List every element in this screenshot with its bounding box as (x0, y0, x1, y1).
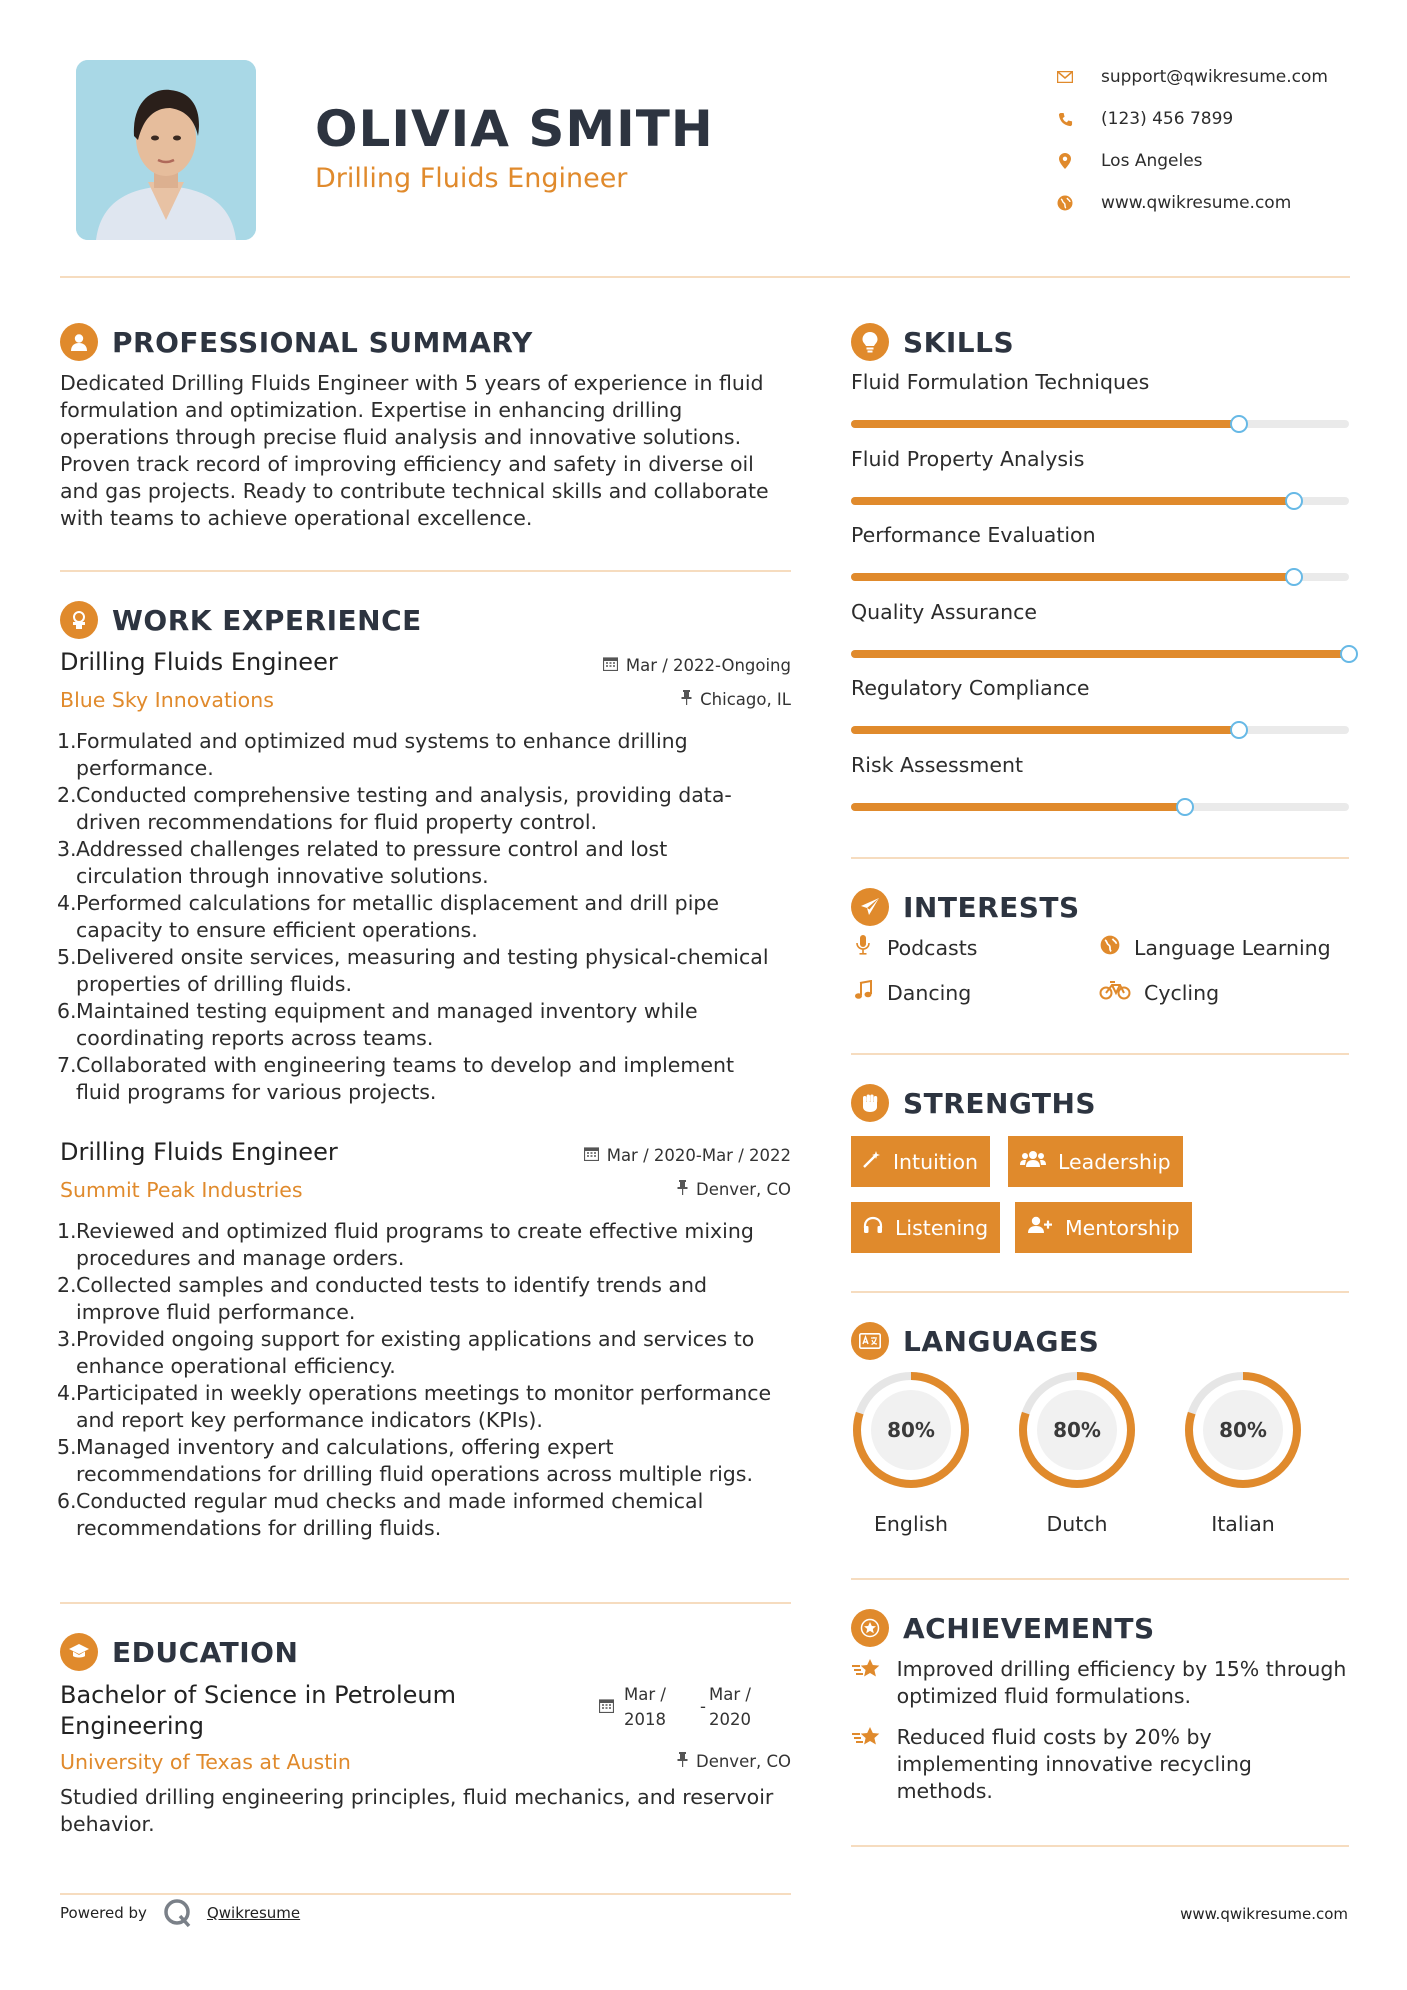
duty-line: Participated in weekly operations meetings to monitor performance (76, 1381, 772, 1405)
skill-level-handle (1340, 645, 1358, 663)
skill-label: Performance Evaluation (851, 523, 1096, 547)
job-1-location-text: Chicago, IL (700, 690, 791, 709)
contact-email[interactable] (1055, 56, 1355, 98)
list-number: 6. (57, 1489, 77, 1513)
language-percent: 80% (1219, 1418, 1267, 1442)
skill-item (851, 370, 1349, 400)
skill-item (851, 600, 1349, 630)
duty-line: coordinating reports across teams. (76, 1026, 434, 1050)
skill-item (851, 523, 1349, 553)
skill-item (851, 753, 1349, 783)
list-item (57, 1052, 802, 1106)
skill-track (851, 573, 1349, 581)
job-1-duties (57, 728, 802, 1106)
date-line: Mar / (709, 1685, 751, 1704)
education-date-end (709, 1682, 751, 1732)
calendar-icon (603, 656, 618, 675)
achievement-item (851, 1724, 1351, 1805)
job-2-date (540, 1146, 791, 1165)
education-divider (60, 1893, 791, 1895)
contact-phone-text: (123) 456 7899 (1101, 109, 1234, 129)
date-line: 2018 (624, 1710, 666, 1729)
language-percent: 80% (887, 1418, 935, 1442)
summary-line: Proven track record of improving efficiency and safety in diverse oil (60, 452, 754, 476)
list-number: 4. (57, 1381, 77, 1405)
contact-email-text: support@qwikresume.com (1101, 67, 1328, 87)
interest-item (851, 935, 977, 960)
skill-track (851, 803, 1349, 811)
duty-line: Reviewed and optimized fluid programs to create effective mixing (76, 1219, 754, 1243)
list-number: 2. (57, 783, 77, 807)
duty-line: Maintained testing equipment and managed inventory while (76, 999, 698, 1023)
date-line: 2020 (709, 1710, 751, 1729)
list-number: 6. (57, 999, 77, 1023)
achievement-text (897, 1724, 1351, 1805)
education-date-start (624, 1682, 666, 1732)
duty-line: enhance operational efficiency. (76, 1354, 396, 1378)
achievements-heading (851, 1608, 1155, 1648)
job-1-date (560, 656, 791, 675)
contact-website[interactable] (1055, 182, 1355, 224)
description-line: Studied drilling engineering principles, fluid mechanics, and reservoir (60, 1785, 774, 1809)
list-number: 1. (57, 729, 77, 753)
strength-label: Leadership (1058, 1149, 1171, 1174)
duty-line: driven recommendations for fluid property control. (76, 810, 598, 834)
shooting-star-icon (851, 1724, 887, 1805)
footer-url[interactable]: www.qwikresume.com (1180, 1905, 1348, 1923)
job-1-date-text: Mar / 2022-Ongoing (625, 656, 791, 675)
summary-line: operations through precise fluid analysis and innovative solutions. (60, 425, 742, 449)
skill-track (851, 650, 1349, 658)
interests-divider (851, 1053, 1349, 1055)
summary-heading (60, 322, 533, 362)
skill-level-handle (1230, 721, 1248, 739)
languages-divider (851, 1578, 1349, 1580)
education-date-separator: - (700, 1697, 706, 1716)
calendar-icon (584, 1146, 599, 1165)
skill-level-handle (1285, 492, 1303, 510)
globe-icon (1055, 193, 1075, 213)
graduation-cap-icon (60, 1633, 98, 1671)
list-number: 7. (57, 1053, 77, 1077)
list-number: 3. (57, 837, 77, 861)
duty-line: procedures and manage orders. (76, 1246, 405, 1270)
list-item (57, 1326, 802, 1380)
skill-item (851, 447, 1349, 477)
achievements-divider (851, 1845, 1349, 1847)
powered-by-label: Powered by (60, 1904, 147, 1922)
lightbulb-icon (851, 323, 889, 361)
strength-tag-leadership (1008, 1136, 1183, 1187)
date-line: Mar / (624, 1685, 666, 1704)
duty-line: Addressed challenges related to pressure control and lost (76, 837, 668, 861)
duty-line: performance. (76, 756, 214, 780)
duty-line: Managed inventory and calculations, offering expert (76, 1435, 614, 1459)
degree-line: Bachelor of Science in Petroleum (60, 1681, 456, 1709)
summary-line: and gas projects. Ready to contribute technical skills and collaborate (60, 479, 769, 503)
pin-icon (677, 1752, 688, 1771)
interest-item (1098, 935, 1331, 960)
skills-title: SKILLS (903, 325, 1015, 359)
list-item (57, 836, 802, 890)
summary-divider (60, 570, 791, 572)
interest-label: Language Learning (1134, 935, 1331, 960)
briefcase-icon (60, 601, 98, 639)
duty-line: circulation through innovative solutions. (76, 864, 489, 888)
degree-line: Engineering (60, 1712, 204, 1740)
school-name: University of Texas at Austin (60, 1750, 351, 1774)
list-number: 5. (57, 945, 77, 969)
music-note-icon (851, 980, 875, 1005)
envelope-icon (1055, 67, 1075, 87)
skill-label: Regulatory Compliance (851, 676, 1090, 700)
footer-powered-by (60, 1898, 300, 1928)
education-location-text: Denver, CO (695, 1752, 791, 1771)
candidate-title: Drilling Fluids Engineer (315, 163, 628, 194)
job-2-location (540, 1180, 791, 1199)
skill-fill (851, 420, 1239, 428)
languages-heading (851, 1321, 1099, 1361)
strength-label: Intuition (893, 1149, 979, 1174)
summary-line: formulation and optimization. Expertise in enhancing drilling (60, 398, 683, 422)
description-line: behavior. (60, 1812, 155, 1836)
interest-label: Dancing (887, 980, 972, 1005)
duty-line: and report key performance indicators (KPIs). (76, 1408, 543, 1432)
duty-line: Formulated and optimized mud systems to enhance drilling (76, 729, 688, 753)
interests-title: INTERESTS (903, 890, 1080, 924)
skills-divider (851, 857, 1349, 859)
list-number: 4. (57, 891, 77, 915)
contact-location-text: Los Angeles (1101, 151, 1203, 171)
pin-icon (681, 690, 692, 709)
interest-label: Podcasts (887, 935, 978, 960)
list-number: 2. (57, 1273, 77, 1297)
education-description (60, 1784, 800, 1838)
phone-icon (1055, 109, 1075, 129)
interests-heading (851, 887, 1080, 927)
interest-item (851, 980, 971, 1005)
duty-line: fluid programs for various projects. (76, 1080, 437, 1104)
interest-item (1098, 980, 1219, 1005)
duty-line: improve fluid performance. (76, 1300, 356, 1324)
skills-heading (851, 322, 1014, 362)
strength-tag-mentorship (1015, 1202, 1192, 1253)
strengths-heading (851, 1083, 1096, 1123)
shooting-star-icon (851, 1656, 887, 1710)
skill-label: Fluid Formulation Techniques (851, 370, 1150, 394)
duty-line: Collected samples and conducted tests to identify trends and (76, 1273, 707, 1297)
strength-tag-listening (851, 1202, 1000, 1253)
job-2-company: Summit Peak Industries (60, 1178, 303, 1202)
list-item (57, 782, 802, 836)
star-badge-icon (851, 1609, 889, 1647)
list-item (57, 1218, 802, 1272)
candidate-name: OLIVIA SMITH (315, 100, 714, 158)
achievement-item (851, 1656, 1351, 1710)
achievement-line: Reduced fluid costs by 20% by (896, 1725, 1212, 1749)
list-item (57, 890, 802, 944)
achievements-title: ACHIEVEMENTS (903, 1611, 1155, 1645)
skill-label: Quality Assurance (851, 599, 1038, 624)
strengths-title: STRENGTHS (903, 1086, 1097, 1120)
work-title: WORK EXPERIENCE (112, 603, 422, 637)
achievement-line: optimized fluid formulations. (896, 1684, 1192, 1708)
contact-location (1055, 140, 1355, 182)
calendar-icon (599, 1698, 614, 1717)
achievement-line: methods. (896, 1779, 993, 1803)
users-icon (1020, 1150, 1046, 1173)
language-name: Dutch (1046, 1512, 1108, 1536)
skill-fill (851, 803, 1185, 811)
magic-wand-icon (863, 1150, 881, 1173)
languages-title: LANGUAGES (903, 1324, 1100, 1358)
strength-label: Mentorship (1065, 1215, 1180, 1240)
qwikresume-logo-icon (163, 1898, 193, 1928)
language-card-icon (851, 1322, 889, 1360)
bicycle-icon (1098, 980, 1132, 1005)
duty-line: Collaborated with engineering teams to develop and implement (76, 1053, 735, 1077)
header-divider (60, 276, 1350, 278)
contact-website-text: www.qwikresume.com (1101, 193, 1292, 213)
skill-item (851, 676, 1349, 706)
language-item (1017, 1370, 1137, 1536)
skill-level-handle (1230, 415, 1248, 433)
skill-fill (851, 573, 1294, 581)
language-item (851, 1370, 971, 1536)
strengths-divider (851, 1291, 1349, 1293)
list-item (57, 1488, 802, 1542)
profile-photo (76, 60, 256, 240)
list-number: 1. (57, 1219, 77, 1243)
pin-icon (677, 1180, 688, 1199)
education-location (560, 1752, 791, 1771)
duty-line: Performed calculations for metallic displacement and drill pipe (76, 891, 720, 915)
duty-line: Conducted regular mud checks and made informed chemical (76, 1489, 704, 1513)
duty-line: Provided ongoing support for existing applications and services to (76, 1327, 755, 1351)
qwikresume-link[interactable]: Qwikresume (206, 1904, 301, 1922)
strength-tag-intuition (851, 1136, 990, 1187)
language-percent: 80% (1053, 1418, 1101, 1442)
contact-list (1055, 56, 1355, 224)
duty-line: capacity to ensure efficient operations. (76, 918, 478, 942)
job-2-location-text: Denver, CO (695, 1180, 791, 1199)
education-title: EDUCATION (112, 1635, 299, 1669)
skill-level-handle (1285, 568, 1303, 586)
job-2-title: Drilling Fluids Engineer (60, 1138, 338, 1166)
list-item (57, 728, 802, 782)
skill-track (851, 420, 1349, 428)
duty-line: Delivered onsite services, measuring and testing physical-chemical (76, 945, 769, 969)
achievement-text (897, 1656, 1351, 1710)
skill-label: Risk Assessment (851, 752, 1023, 777)
list-item (57, 1380, 802, 1434)
skill-track (851, 497, 1349, 505)
duty-line: recommendations for drilling fluids. (76, 1516, 442, 1540)
duty-line: recommendations for drilling fluid operations across multiple rigs. (76, 1462, 753, 1486)
summary-text (60, 370, 800, 532)
language-name: Italian (1211, 1512, 1275, 1536)
duty-line: Conducted comprehensive testing and analysis, providing data- (76, 783, 732, 807)
summary-title: PROFESSIONAL SUMMARY (112, 325, 533, 359)
skill-fill (851, 650, 1349, 658)
list-item (57, 1434, 802, 1488)
skill-fill (851, 726, 1239, 734)
list-item (57, 944, 802, 998)
work-heading (60, 600, 422, 640)
fist-icon (851, 1084, 889, 1122)
list-item (57, 1272, 802, 1326)
achievement-line: Improved drilling efficiency by 15% through (896, 1657, 1347, 1681)
skill-track (851, 726, 1349, 734)
language-name: English (873, 1512, 949, 1536)
job-1-company: Blue Sky Innovations (60, 688, 274, 712)
summary-line: with teams to achieve operational excellence. (60, 506, 533, 530)
list-number: 5. (57, 1435, 77, 1459)
microphone-icon (851, 935, 875, 960)
job-1-title: Drilling Fluids Engineer (60, 648, 338, 676)
list-item (57, 998, 802, 1052)
globe-icon (1098, 935, 1122, 960)
degree-title (60, 1680, 520, 1742)
list-number: 3. (57, 1327, 77, 1351)
headphones-icon (863, 1216, 883, 1239)
achievement-line: implementing innovative recycling (896, 1752, 1252, 1776)
language-item (1183, 1370, 1303, 1536)
interest-label: Cycling (1144, 980, 1220, 1005)
education-heading (60, 1632, 298, 1672)
work-divider (60, 1602, 791, 1604)
user-plus-icon (1027, 1216, 1053, 1239)
job-2-date-text: Mar / 2020-Mar / 2022 (606, 1146, 791, 1165)
map-marker-icon (1055, 151, 1075, 171)
skill-label: Fluid Property Analysis (851, 446, 1085, 471)
user-icon (60, 323, 98, 361)
strength-label: Listening (895, 1215, 989, 1240)
paper-plane-icon (851, 888, 889, 926)
skill-fill (851, 497, 1294, 505)
contact-phone[interactable] (1055, 98, 1355, 140)
summary-line: Dedicated Drilling Fluids Engineer with 5 years of experience in fluid (60, 371, 764, 395)
job-2-duties (57, 1218, 802, 1542)
duty-line: properties of drilling fluids. (76, 972, 352, 996)
job-1-location (560, 690, 791, 709)
skill-level-handle (1176, 798, 1194, 816)
